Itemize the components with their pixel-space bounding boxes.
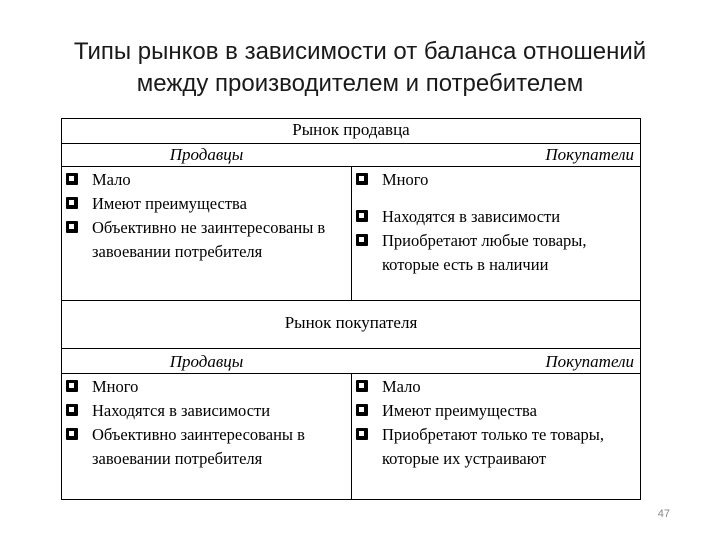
checkbox-bullet-icon [356,234,368,246]
seller-market-header: Рынок продавца [292,120,410,139]
seller-market-buyers-label: Покупатели [545,145,634,164]
buyer-market-sellers-label: Продавцы [169,352,244,371]
list-item: Мало [352,375,640,399]
list-item: Находятся в зависимости [352,205,640,229]
divider [62,348,640,349]
checkbox-bullet-icon [356,404,368,416]
checkbox-bullet-icon [356,173,368,185]
buyer-market-sellers-cell [62,375,351,499]
list-item: Много [352,168,640,192]
checkbox-bullet-icon [66,380,78,392]
list-item: Мало [62,168,351,192]
buyer-market-sellers-list [62,375,351,471]
checkbox-bullet-icon [66,404,78,416]
market-types-table [61,118,641,500]
buyer-market-buyers-cell [352,375,640,499]
divider [62,143,640,144]
seller-market-sellers-list [62,168,351,264]
seller-market-sellers-cell [62,168,351,298]
checkbox-bullet-icon [66,221,78,233]
list-item: Приобретают любые товары, которые есть в наличии [352,229,640,277]
checkbox-bullet-icon [356,380,368,392]
checkbox-bullet-icon [356,210,368,222]
divider [62,300,640,301]
list-item: Имеют преимущества [352,399,640,423]
list-item: Находятся в зависимости [62,399,351,423]
buyer-market-buyers-label: Покупатели [545,352,634,371]
buyer-market-buyers-list [352,375,640,471]
seller-market-sellers-label: Продавцы [169,145,244,164]
column-divider [351,166,352,300]
slide-title-line-2: между производителем и потребителем [136,70,584,97]
seller-market-buyers-cell [352,168,640,298]
page-number: 47 [657,508,670,520]
slide-title-line-1: Типы рынков в зависимости от баланса отношений [73,38,647,65]
column-divider [351,373,352,500]
list-item: Много [62,375,351,399]
seller-market-buyers-list [352,168,640,277]
checkbox-bullet-icon [66,428,78,440]
buyer-market-header: Рынок покупателя [284,313,418,332]
list-item: Приобретают только те товары, которые их устраивают [352,423,640,471]
checkbox-bullet-icon [66,197,78,209]
list-item: Объективно заинтересованы в завоевании потребителя [62,423,351,471]
slide-title [0,36,720,100]
checkbox-bullet-icon [356,428,368,440]
list-item: Объективно не заинтересованы в завоевании потребителя [62,216,351,264]
list-item: Имеют преимущества [62,192,351,216]
checkbox-bullet-icon [66,173,78,185]
